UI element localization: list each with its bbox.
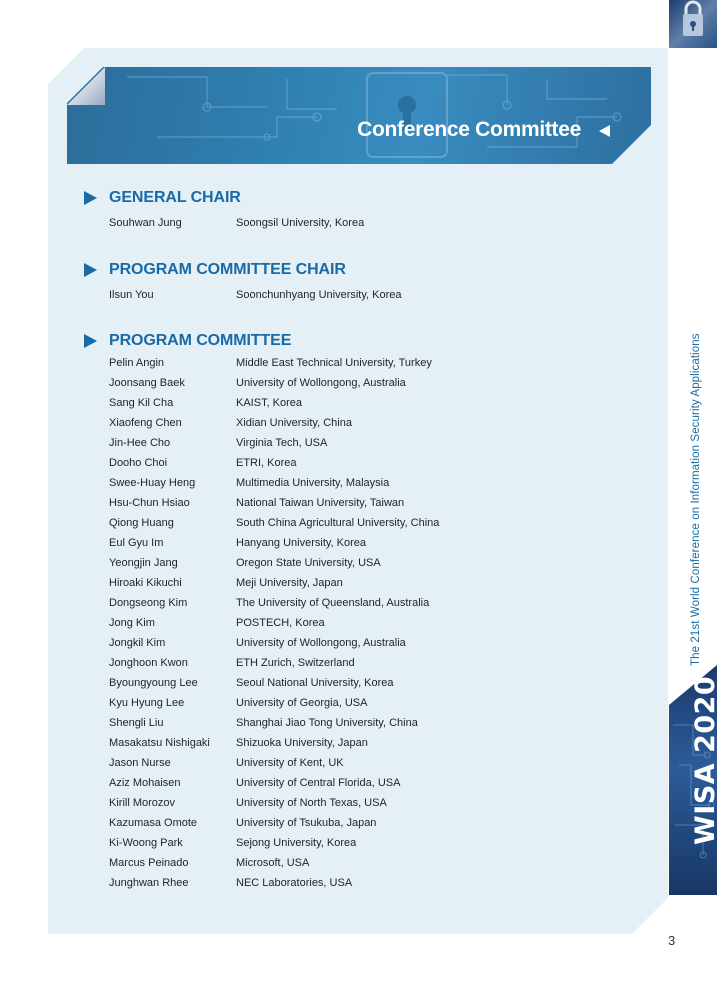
member-affiliation: Seoul National University, Korea (236, 677, 394, 689)
member-name: Swee-Huay Heng (109, 477, 196, 489)
member-name: Pelin Angin (109, 357, 165, 369)
member-affiliation: POSTECH, Korea (236, 617, 325, 629)
member-affiliation: Shizuoka University, Japan (236, 737, 368, 749)
member-affiliation: Microsoft, USA (236, 857, 310, 869)
member-affiliation: Shanghai Jiao Tong University, China (236, 717, 418, 729)
member-name: Hsu-Chun Hsiao (109, 497, 190, 509)
section-title: PROGRAM COMMITTEE CHAIR (109, 261, 346, 278)
member-affiliation: South China Agricultural University, China (236, 517, 440, 529)
member-affiliation: University of North Texas, USA (236, 797, 387, 809)
section-title: GENERAL CHAIR (109, 189, 241, 206)
member-affiliation: Sejong University, Korea (236, 837, 357, 849)
corner-lock-image (669, 0, 717, 48)
section-heading-program-committee-chair (84, 260, 346, 280)
page-title: Conference Committee (357, 118, 581, 141)
title-arrow-icon (599, 125, 610, 137)
member-name: Jonghoon Kwon (109, 657, 188, 669)
member-name: Marcus Peinado (109, 857, 189, 869)
member-affiliation: University of Georgia, USA (236, 697, 368, 709)
member-name: Jong Kim (109, 617, 155, 629)
member-name: Aziz Mohaisen (109, 777, 181, 789)
member-affiliation: Virginia Tech, USA (236, 437, 328, 449)
circuit-pattern (67, 67, 651, 164)
wisa-logo-text: WISA 2020 (690, 675, 721, 845)
section-heading-general-chair (84, 188, 241, 208)
conference-name-vertical: The 21st World Conference on Information Security Applications (690, 333, 702, 666)
member-affiliation: University of Kent, UK (236, 757, 344, 769)
member-name: Masakatsu Nishigaki (109, 737, 210, 749)
page-number: 3 (668, 933, 676, 948)
member-affiliation: University of Central Florida, USA (236, 777, 401, 789)
member-name: Xiaofeng Chen (109, 417, 182, 429)
triangle-bullet-icon (84, 263, 97, 277)
member-name: Kazumasa Omote (109, 817, 198, 829)
member-name: Kirill Morozov (109, 797, 176, 809)
member-name: Hiroaki Kikuchi (109, 577, 182, 589)
member-name: Eul Gyu Im (109, 537, 164, 549)
member-affiliation: University of Wollongong, Australia (236, 377, 406, 389)
member-affiliation: NEC Laboratories, USA (236, 877, 353, 889)
member-name: Byoungyoung Lee (109, 677, 198, 689)
member-name: Jin-Hee Cho (109, 437, 171, 449)
member-affiliation: Soonchunhyang University, Korea (236, 289, 402, 301)
member-affiliation: University of Wollongong, Australia (236, 637, 406, 649)
member-affiliation: National Taiwan University, Taiwan (236, 497, 405, 509)
member-affiliation: University of Tsukuba, Japan (236, 817, 377, 829)
section-title: PROGRAM COMMITTEE (109, 332, 292, 349)
member-name: Souhwan Jung (109, 217, 182, 229)
member-affiliation: The University of Queensland, Australia (236, 597, 430, 609)
member-name: Sang Kil Cha (109, 397, 174, 409)
member-affiliation: Oregon State University, USA (236, 557, 381, 569)
member-affiliation: Meji University, Japan (236, 577, 343, 589)
member-affiliation: ETRI, Korea (236, 457, 297, 469)
member-name: Yeongjin Jang (109, 557, 178, 569)
member-name: Dongseong Kim (109, 597, 188, 609)
member-name: Joonsang Baek (109, 377, 185, 389)
member-name: Ilsun You (109, 289, 154, 301)
section-heading-program-committee (84, 331, 291, 351)
member-affiliation: Hanyang University, Korea (236, 537, 367, 549)
member-affiliation: Middle East Technical University, Turkey (236, 357, 432, 369)
member-affiliation: ETH Zurich, Switzerland (236, 657, 355, 669)
member-affiliation: Soongsil University, Korea (236, 217, 365, 229)
triangle-bullet-icon (84, 191, 97, 205)
member-name: Dooho Choi (109, 457, 168, 469)
member-name: Junghwan Rhee (109, 877, 189, 889)
member-affiliation: Xidian University, China (236, 417, 352, 429)
header-banner (67, 67, 651, 164)
member-name: Kyu Hyung Lee (109, 697, 185, 709)
member-name: Jongkil Kim (109, 637, 166, 649)
member-affiliation: KAIST, Korea (236, 397, 303, 409)
triangle-bullet-icon (84, 334, 97, 348)
member-name: Ki-Woong Park (109, 837, 183, 849)
member-affiliation: Multimedia University, Malaysia (236, 477, 390, 489)
member-name: Jason Nurse (109, 757, 171, 769)
member-name: Qiong Huang (109, 517, 174, 529)
member-name: Shengli Liu (109, 717, 164, 729)
